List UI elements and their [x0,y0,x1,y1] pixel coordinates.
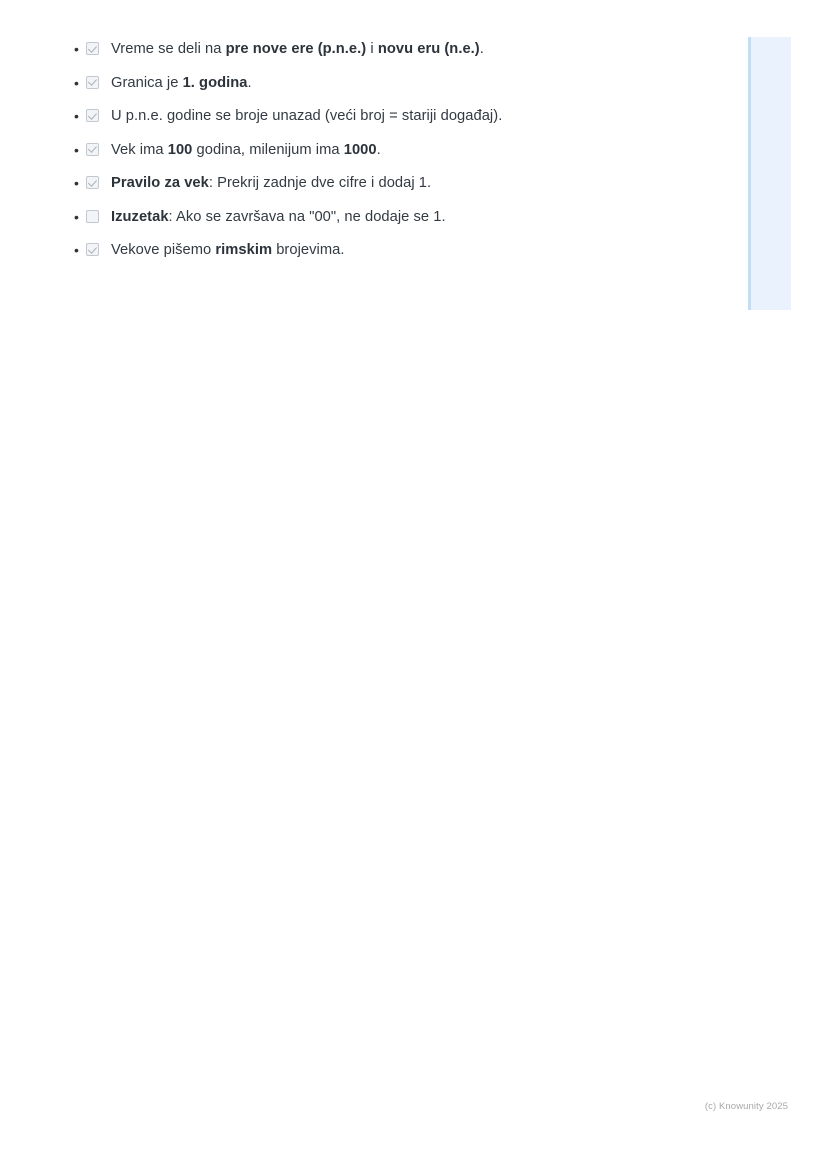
footer-copyright: (c) Knowunity 2025 [704,1101,788,1112]
bullet-icon: • [74,141,79,158]
list-item-label: Vreme se deli na pre nove ere (p.n.e.) i novu eru (n.e.). [111,41,484,57]
list-item [72,72,712,95]
bullet-icon: • [74,208,79,225]
emphasis-text: 1. godina [182,74,248,91]
list-item-label: Izuzetak: Ako se završava na "00", ne dodaje se 1. [111,208,446,225]
emphasis-text: pre nove ere (p.n.e.) [225,41,367,57]
bullet-icon: • [74,74,79,91]
checkbox-checked-icon[interactable] [86,42,99,55]
list-item-label: U p.n.e. godine se broje unazad (veći broj = stariji događaj). [111,108,503,124]
list-item-label: Vek ima 100 godina, milenijum ima 1000. [111,141,381,158]
bullet-icon: • [74,242,79,258]
bullet-icon: • [74,41,79,57]
emphasis-text: 1000 [343,141,377,158]
checkbox-checked-icon[interactable] [86,243,99,256]
side-panel-accent-bar [748,37,751,310]
emphasis-text: Pravilo za vek [111,175,209,191]
list-item [72,105,712,128]
list-item [72,172,712,195]
checkbox-checked-icon[interactable] [86,143,99,156]
list-item-label: Granica je 1. godina. [111,74,252,91]
list-item [72,139,712,162]
emphasis-text: novu eru (n.e.) [377,41,480,57]
emphasis-text: Izuzetak [111,208,169,225]
checkbox-checked-icon[interactable] [86,109,99,122]
list-item [72,239,712,262]
checklist [72,38,712,273]
side-decorative-panel [748,37,791,310]
list-item-label: Pravilo za vek: Prekrij zadnje dve cifre i dodaj 1. [111,175,432,191]
bullet-icon: • [74,175,79,191]
emphasis-text: rimskim [215,242,273,258]
list-item [72,206,712,229]
list-item [72,38,712,61]
list-item-label: Vekove pišemo rimskim brojevima. [111,242,345,258]
bullet-icon: • [74,108,79,124]
checkbox-checked-icon[interactable] [86,76,99,89]
emphasis-text: 100 [167,141,193,158]
checkbox-unchecked-icon[interactable] [86,210,99,223]
checkbox-checked-icon[interactable] [86,176,99,189]
